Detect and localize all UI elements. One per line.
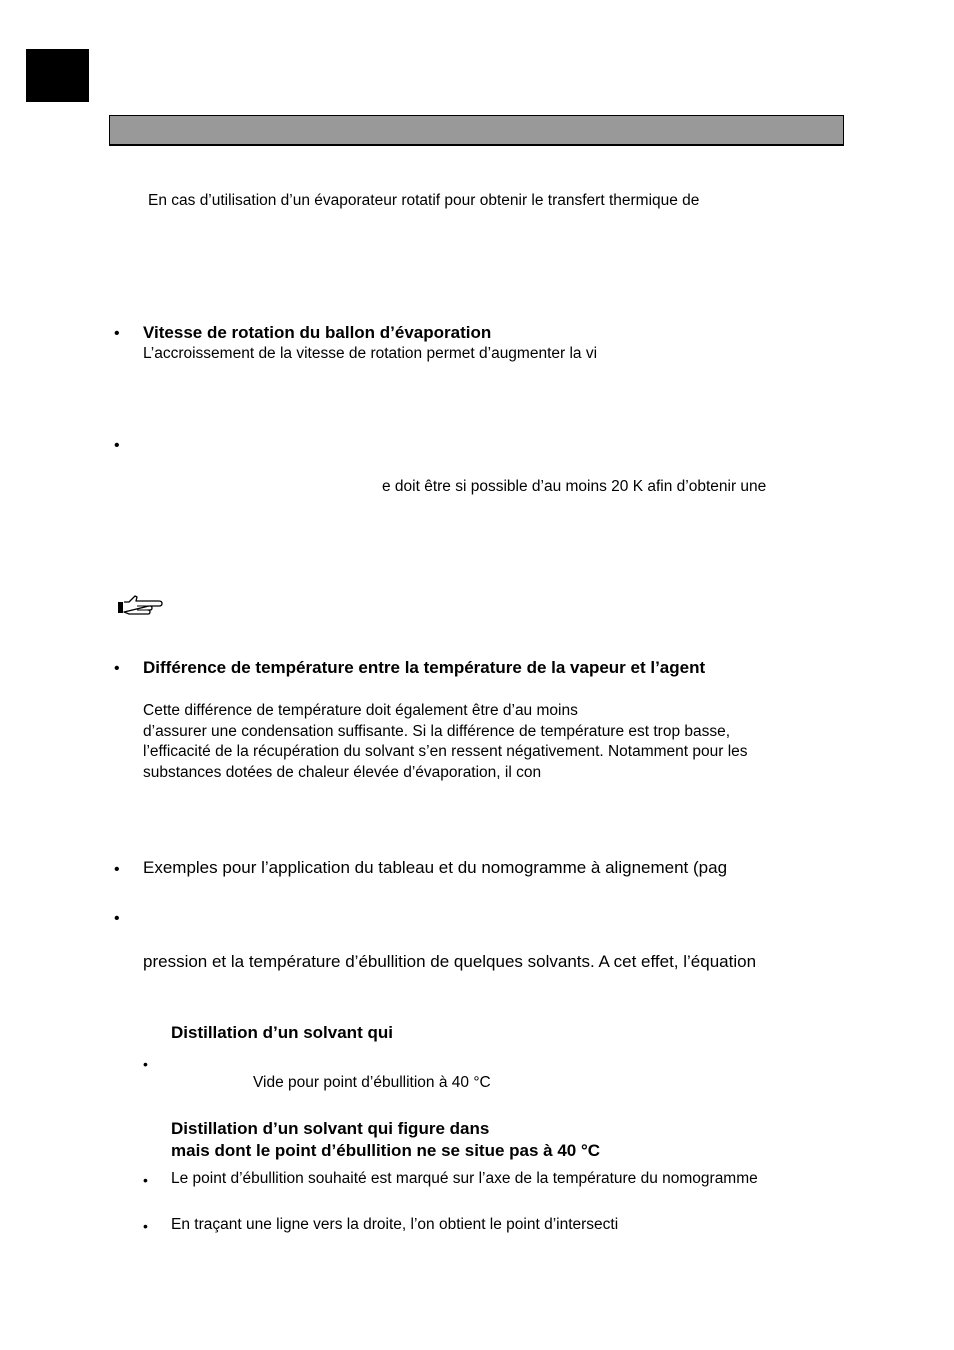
temp-diff-line: substances dotées de chaleur élevée d’évaporation, il con (143, 763, 542, 781)
temp-diff-line: Cette différence de température doit également être d’au moins (143, 702, 578, 719)
page-corner-tab (26, 49, 89, 102)
distill-2-heading-line2: mais dont le point d’ébullition ne se situe pas à 40 °C (171, 1141, 601, 1160)
pressure-text: pression et la température d’ébullition de quelques solvants. A cet effet, l’équation (143, 952, 757, 971)
bullet-rotation: • (114, 325, 120, 342)
distill-1-item: Vide pour point d’ébullition à 40 °C (253, 1074, 491, 1091)
bullet-distill-2-a: • (143, 1172, 148, 1188)
temp-diff-line: l’efficacité de la récupération du solvant s’en ressent négativement. Notamment pour les (143, 743, 748, 760)
bath-text: e doit être si possible d’au moins 20 K afin d’obtenir une (382, 478, 767, 495)
bullet-bath: • (114, 437, 120, 454)
distill-2-item: En traçant une ligne vers la droite, l’on obtient le point d’intersecti (171, 1216, 619, 1233)
distill-2-item: Le point d’ébullition souhaité est marqué sur l’axe de la température du nomogramme (171, 1170, 758, 1187)
bullet-pressure: • (114, 910, 120, 927)
rotation-heading: Vitesse de rotation du ballon d’évaporation (143, 323, 492, 342)
bullet-temp-diff: • (114, 660, 120, 677)
intro-text: En cas d’utilisation d’un évaporateur rotatif pour obtenir le transfert thermique de (148, 192, 700, 209)
bullet-distill-1: • (143, 1056, 148, 1072)
bullet-distill-2-b: • (143, 1218, 148, 1234)
distill-1-heading: Distillation d’un solvant qui (171, 1023, 393, 1042)
rotation-text: L’accroissement de la vitesse de rotation permet d’augmenter la vi (143, 345, 598, 362)
examples-text: Exemples pour l’application du tableau et du nomogramme à alignement (pag (143, 858, 728, 877)
bullet-examples: • (114, 861, 120, 878)
distill-2-heading-line1: Distillation d’un solvant qui figure dans (171, 1119, 490, 1138)
temp-diff-heading: Différence de température entre la température de la vapeur et l’agent (143, 658, 706, 677)
section-header-bar (109, 115, 844, 146)
pointing-hand-icon (117, 594, 163, 618)
temp-diff-paragraph (143, 701, 748, 783)
temp-diff-line: d’assurer une condensation suffisante. Si la différence de température est trop basse, (143, 722, 731, 740)
